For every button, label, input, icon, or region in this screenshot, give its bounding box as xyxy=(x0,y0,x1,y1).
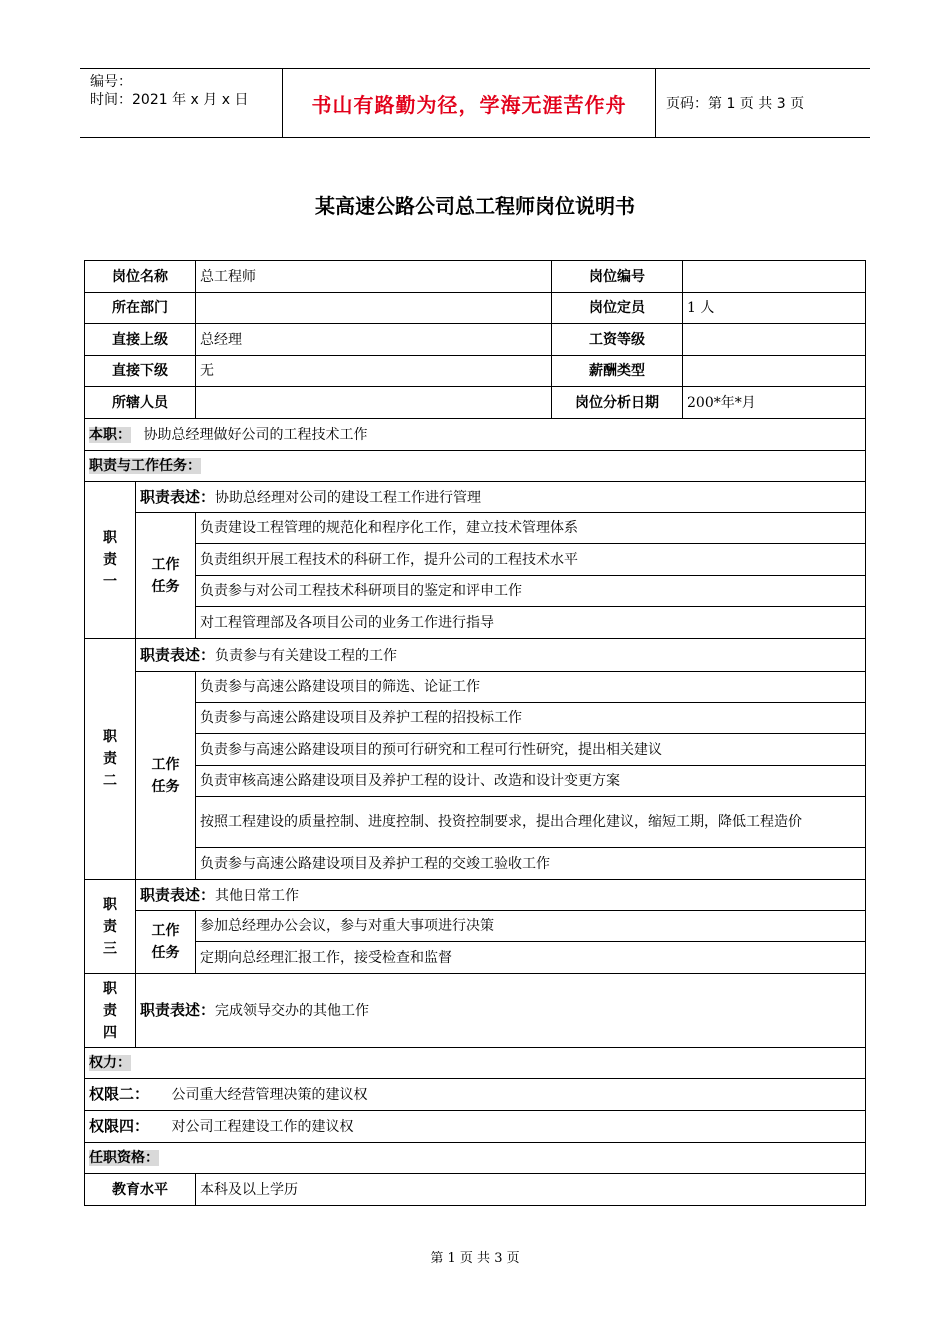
duty-2-task-row xyxy=(85,672,866,703)
authority-value-2: 对公司工程建设工作的建议权 xyxy=(171,1119,354,1135)
authority-heading-row xyxy=(85,1048,866,1079)
info-row-department xyxy=(85,293,866,324)
header-motto: 书山有路勤为径，学海无涯苦作舟 xyxy=(311,92,627,117)
duty-1-statement-cell xyxy=(136,482,866,513)
header-motto-cell xyxy=(282,69,656,137)
value-position-code xyxy=(683,261,866,293)
duty-2-name-text: 职 责 二 xyxy=(103,729,117,789)
duty-1-statement-row xyxy=(85,482,866,513)
authority-heading: 权力： xyxy=(89,1055,131,1071)
authority-cell-2 xyxy=(85,1111,866,1143)
duty-3-task-1: 参加总经理办公会议，参与对重大事项进行决策 xyxy=(196,911,866,942)
duty-2-task-6: 负责参与高速公路建设项目及养护工程的交竣工验收工作 xyxy=(196,848,866,880)
duty-3-task-label-text: 工作 任务 xyxy=(151,923,180,961)
duty-3-statement-label: 职责表述： xyxy=(140,885,216,904)
qualification-heading-cell xyxy=(85,1143,866,1174)
duty-4-statement-cell xyxy=(136,974,866,1048)
label-subordinate: 直接下级 xyxy=(85,356,196,387)
duty-3-statement-row xyxy=(85,880,866,911)
authority-row xyxy=(85,1079,866,1111)
value-salary-grade xyxy=(683,324,866,356)
duty-2-task-row xyxy=(85,703,866,734)
duty-2-task-1: 负责参与高速公路建设项目的筛选、论证工作 xyxy=(196,672,866,703)
duty-2-statement-cell xyxy=(136,639,866,672)
duties-heading-row xyxy=(85,451,866,482)
duty-2-task-label-text: 工作 任务 xyxy=(151,756,180,795)
qualification-heading-row xyxy=(85,1143,866,1174)
duty-1-name xyxy=(85,482,136,639)
core-duty-cell xyxy=(85,419,866,451)
duty-1-task-2: 负责组织开展工程技术的科研工作，提升公司的工程技术水平 xyxy=(196,544,866,576)
duty-3-task-row xyxy=(85,911,866,942)
value-department xyxy=(196,293,552,324)
duty-4-name xyxy=(85,974,136,1048)
label-superior: 直接上级 xyxy=(85,324,196,356)
duty-1-task-row xyxy=(85,576,866,607)
value-headcount: 1 人 xyxy=(683,293,866,324)
duty-4-statement-row xyxy=(85,974,866,1048)
authority-row xyxy=(85,1111,866,1143)
duty-2-name xyxy=(85,639,136,880)
duty-2-task-2: 负责参与高速公路建设项目及养护工程的招投标工作 xyxy=(196,703,866,734)
core-duty-label: 本职： xyxy=(89,426,131,443)
page-footer: 第 1 页 共 3 页 xyxy=(430,1251,520,1266)
label-pay-type: 薪酬类型 xyxy=(552,356,683,387)
doc-time-label: 时间：2021 年 x 月 x 日 xyxy=(90,92,249,108)
authority-cell-1 xyxy=(85,1079,866,1111)
qualification-label-education: 教育水平 xyxy=(85,1174,196,1206)
authority-value-1: 公司重大经营管理决策的建议权 xyxy=(171,1087,368,1103)
duty-1-name-text: 职 责 一 xyxy=(103,530,117,590)
duty-1-task-4: 对工程管理部及各项目公司的业务工作进行指导 xyxy=(196,607,866,639)
info-row-superior xyxy=(85,324,866,356)
duty-4-statement-label: 职责表述： xyxy=(140,1001,216,1019)
duty-1-task-label-text: 工作 任务 xyxy=(151,556,180,595)
duty-2-task-row xyxy=(85,848,866,880)
job-description-table xyxy=(84,260,866,1206)
label-salary-grade: 工资等级 xyxy=(552,324,683,356)
duty-1-task-row xyxy=(85,513,866,544)
label-position-code: 岗位编号 xyxy=(552,261,683,293)
value-position-name: 总工程师 xyxy=(196,261,552,293)
duty-2-statement-row xyxy=(85,639,866,672)
duty-2-task-row xyxy=(85,734,866,766)
header-meta xyxy=(80,69,282,137)
value-pay-type xyxy=(683,356,866,387)
duty-2-statement-label: 职责表述： xyxy=(140,645,216,664)
value-analysis-date: 200*年*月 xyxy=(683,387,866,419)
authority-heading-cell xyxy=(85,1048,866,1079)
duty-1-task-row xyxy=(85,607,866,639)
duty-2-task-5: 按照工程建设的质量控制、进度控制、投资控制要求，提出合理化建议，缩短工期，降低工程造价 xyxy=(196,797,866,848)
duty-3-statement-cell xyxy=(136,880,866,911)
label-analysis-date: 岗位分析日期 xyxy=(552,387,683,419)
duty-3-statement: 其他日常工作 xyxy=(215,887,300,904)
duty-1-task-1: 负责建设工程管理的规范化和程序化工作，建立技术管理体系 xyxy=(196,513,866,544)
duty-2-task-row xyxy=(85,766,866,797)
authority-label-1: 权限二： xyxy=(89,1085,150,1103)
duty-1-task-label xyxy=(136,513,196,639)
qualification-row xyxy=(85,1174,866,1206)
duty-3-task-2: 定期向总经理汇报工作，接受检查和监督 xyxy=(196,942,866,974)
duty-3-name-text: 职 责 三 xyxy=(103,896,117,957)
core-duty-row xyxy=(85,419,866,451)
doc-number-label: 编号： xyxy=(90,74,132,90)
duty-3-name xyxy=(85,880,136,974)
qualification-heading: 任职资格： xyxy=(89,1150,159,1166)
duty-3-task-label xyxy=(136,911,196,974)
label-headcount: 岗位定员 xyxy=(552,293,683,324)
duties-heading: 职责与工作任务： xyxy=(89,458,201,474)
duty-2-statement: 负责参与有关建设工程的工作 xyxy=(215,647,398,664)
document-header xyxy=(80,68,870,138)
duty-4-name-text: 职 责 四 xyxy=(103,980,117,1041)
duty-1-task-row xyxy=(85,544,866,576)
duty-3-task-row xyxy=(85,942,866,974)
duty-2-task-label xyxy=(136,672,196,880)
duty-4-statement: 完成领导交办的其他工作 xyxy=(215,1003,370,1019)
authority-label-2: 权限四： xyxy=(89,1117,150,1135)
value-superior: 总经理 xyxy=(196,324,552,356)
info-row-subordinate xyxy=(85,356,866,387)
header-page-info: 页码：第 1 页 共 3 页 xyxy=(666,96,805,112)
header-page-cell xyxy=(656,69,870,137)
duty-2-task-row xyxy=(85,797,866,848)
value-subordinate: 无 xyxy=(196,356,552,387)
value-staff xyxy=(196,387,552,419)
page-title: 某高速公路公司总工程师岗位说明书 xyxy=(315,194,635,218)
label-staff: 所辖人员 xyxy=(85,387,196,419)
duty-2-task-4: 负责审核高速公路建设项目及养护工程的设计、改造和设计变更方案 xyxy=(196,766,866,797)
label-department: 所在部门 xyxy=(85,293,196,324)
duty-2-task-3: 负责参与高速公路建设项目的预可行研究和工程可行性研究，提出相关建议 xyxy=(196,734,866,766)
duty-1-statement: 协助总经理对公司的建设工程工作进行管理 xyxy=(215,489,482,506)
label-position-name: 岗位名称 xyxy=(85,261,196,293)
duty-1-task-3: 负责参与对公司工程技术科研项目的鉴定和评申工作 xyxy=(196,576,866,607)
core-duty-value: 协助总经理做好公司的工程技术工作 xyxy=(143,426,368,443)
duties-heading-cell xyxy=(85,451,866,482)
info-row-staff xyxy=(85,387,866,419)
qualification-value-education: 本科及以上学历 xyxy=(196,1174,866,1206)
info-row-position-name xyxy=(85,261,866,293)
duty-1-statement-label: 职责表述： xyxy=(140,487,216,506)
